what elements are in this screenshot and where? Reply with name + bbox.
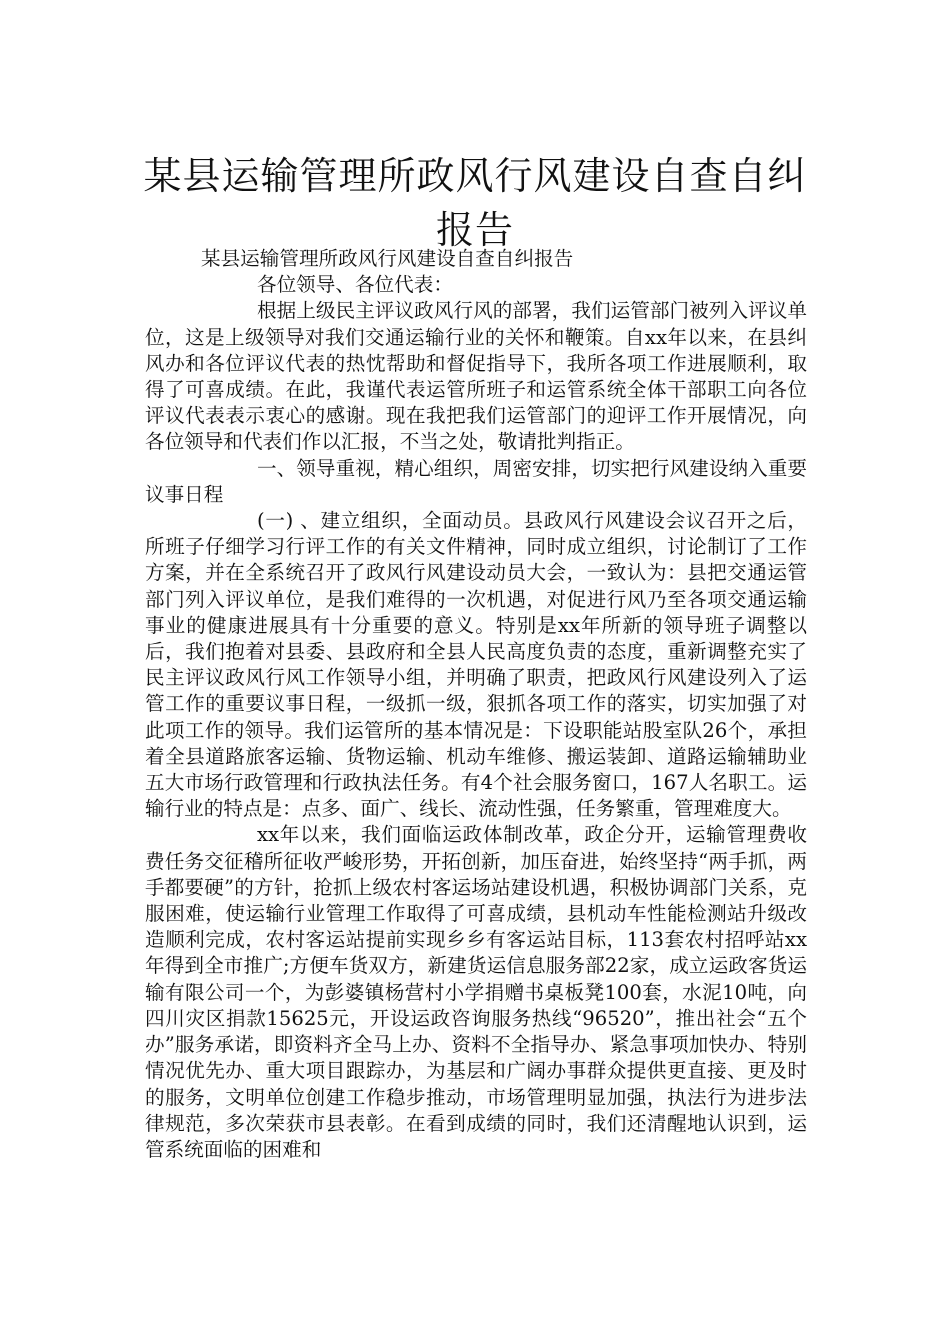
paragraph-achievements: xx年以来，我们面临运政体制改革，政企分开，运输管理费收费任务交征稽所征收严峻形势，开拓创新，加压奋进，始终坚持“两手抓，两手都要硬”的方针，抢抓上级农村客运场站建设机遇，积极协调部门关系，克服困难，使运输行业管理工作取得了可喜成绩，县机动车性能检测站升级改造顺利完成，农村客运站提前实现乡乡有客运站目标，113套农村招呼站xx年得到全市推广;方便车货双方，新建货运信息服务部22家，成立运政客货运输有限公司一个，为彭婆镇杨营村小学捐赠书桌板凳100套，水泥10吨，向四川灾区捐款15625元，开设运政咨询服务热线“96520”，推出社会“五个办”服务承诺，即资料齐全马上办、资料不全指导办、紧急事项加快办、特别情况优先办、重大项目跟踪办，为基层和广阔办事群众提供更直接、更及时的服务，文明单位创建工作稳步推动，市场管理明显加强，执法行为进步法律规范，多次荣获市县表彰。在看到成绩的同时，我们还清醒地认识到，运管系统面临的困难和: [145, 823, 807, 1161]
paragraph-intro: 根据上级民主评议政风行风的部署，我们运管部门被列入评议单位，这是上级领导对我们交通运输行业的关怀和鞭策。自xx年以来，在县纠风办和各位评议代表的热忱帮助和督促指导下，我所各项工作进展顺利，取得了可喜成绩。在此，我谨代表运管所班子和运管系统全体干部职工向各位评议代表表示衷心的感谢。现在我把我们运管部门的迎评工作开展情况，向各位领导和代表们作以汇报，不当之处，敬请批判指正。: [145, 299, 807, 454]
document-subtitle: 某县运输管理所政风行风建设自查自纠报告: [201, 247, 574, 270]
section-heading-1: 一、领导重视，精心组织，周密安排，切实把行风建设纳入重要议事日程: [145, 456, 807, 506]
document-body: [145, 246, 807, 1163]
document-title: 某县运输管理所政风行风建设自查自纠报告: [143, 154, 807, 253]
paragraph-organization: (一) 、建立组织，全面动员。县政风行风建设会议召开之后，所班子仔细学习行评工作的有关文件精神，同时成立组织，讨论制订了工作方案，并在全系统召开了政风行风建设动员大会，一致认为：县把交通运管部门列入评议单位，是我们难得的一次机遇，对促进行风乃至各项交通运输事业的健康进展具有十分重要的意义。特别是xx年所新的领导班子调整以后，我们抱着对县委、县政府和全县人民高度负责的态度，重新调整充实了民主评议政风行风工作领导小组，并明确了职责，把政风行风建设列入了运管工作的重要议事日程，一级抓一级，狠抓各项工作的落实，切实加强了对此项工作的领导。我们运管所的基本情况是：下设职能站股室队26个，承担着全县道路旅客运输、货物运输、机动车维修、搬运装卸、道路运输辅助业五大市场行政管理和行政执法任务。有4个社会服务窗口，167人名职工。运输行业的特点是：点多、面广、线长、流动性强，任务繁重，管理难度大。: [145, 509, 807, 821]
greeting-line: 各位领导、各位代表：: [257, 273, 453, 297]
